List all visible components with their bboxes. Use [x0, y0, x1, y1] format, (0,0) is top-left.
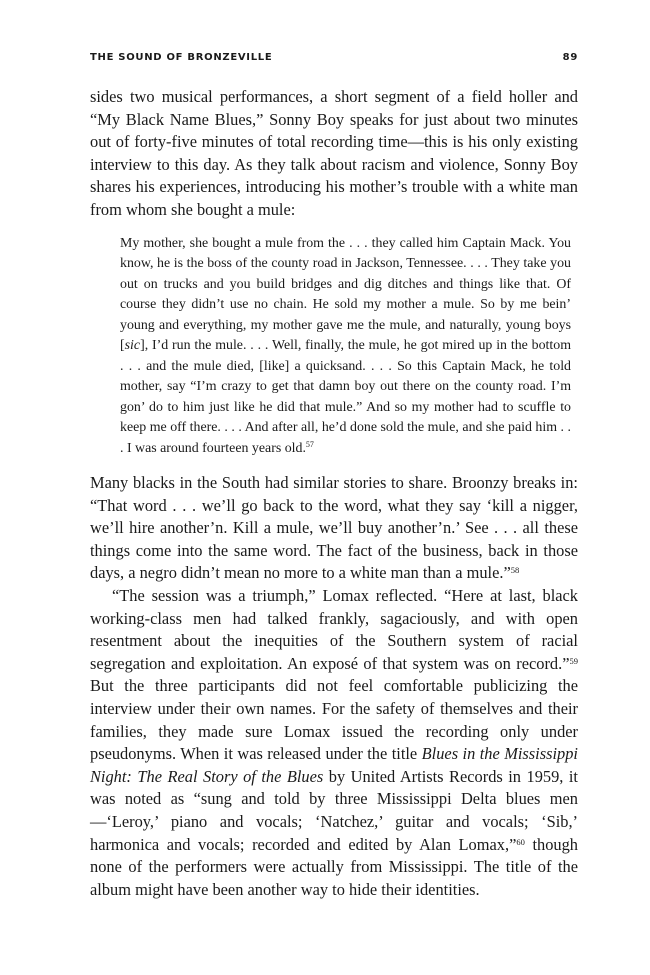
album-title: Blues in the Mississippi Night: The Real Story of the Blues	[90, 744, 578, 786]
page-number: 89	[562, 52, 578, 63]
block-quote	[120, 234, 571, 460]
running-head	[90, 52, 578, 68]
paragraph-1-text: sides two musical performances, a short segment of a field holler and “My Black Name Blues,” Sonny Boy speaks for just about two minutes out of forty-five minutes of total recording time—this is his only existing interview to this day. As they talk about racism and violence, Sonny Boy shares his experiences, introducing his mother’s trouble with a white man from whom she bought a mule:	[90, 87, 578, 219]
paragraph-3-text-d: though none of the performers were actually from Mississippi. The title of the album might have been another way to hide their identities.	[90, 834, 578, 899]
footnote-ref-60[interactable]: 60	[516, 836, 525, 847]
paragraph-1	[90, 86, 578, 222]
footnote-ref-58[interactable]: 58	[510, 565, 520, 576]
running-head-title: THE SOUND OF BRONZEVILLE	[90, 52, 273, 63]
paragraph-3-text-b: But the three participants did not feel comfortable publicizing the interview under their own names. For the safety of themselves and their families, they made sure Lomax issued the recording only under pseudonyms. When it was released under the title	[90, 676, 578, 764]
paragraph-3	[90, 585, 578, 901]
footnote-ref-59[interactable]: 59	[569, 655, 578, 666]
paragraph-3-text-a: “The session was a triumph,” Lomax reflected. “Here at last, black working-class men had talked frankly, sagaciously, and with open resentment about the inequities of the Southern system of racial segregation and exploitation. An exposé of that system was on record.”	[90, 586, 578, 673]
block-quote-text-b: ], I’d run the mule. . . . Well, finally, the mule, he got mired up in the bottom . . . and the mule died, [like] a quicksand. . . . So this Captain Mack, he told mother, say “I’m crazy to get that damn boy out there on the county road. I’m gon’ do to him just like he did that mule.” And so my mother had to scuffle to keep me off there. . . . And after all, he’d done sold the mule, and she paid him . . . I was around fourteen years old.	[120, 338, 571, 456]
paragraph-3-text-c: by United Artists Records in 1959, it was noted as “sung and told by three Mississippi Delta blues men—‘Leroy,’ piano and vocals; ‘Natchez,’ guitar and vocals; ‘Sib,’ harmonica and vocals; recorded and edited by Alan Lomax,”	[90, 766, 578, 854]
book-page	[90, 52, 578, 901]
block-quote-text-a: My mother, she bought a mule from the . . . they called him Captain Mack. You know, he is the boss of the county road in Jackson, Tennessee. . . . They take you out on trucks and you build bridges and dig ditches and things like that. Of course they didn’t use no chain. He sold my mother a mule. So by me bein’ young and everything, my mother gave me the mule, and naturally, young boys [	[120, 235, 571, 354]
footnote-ref-57[interactable]: 57	[305, 439, 314, 449]
paragraph-2	[90, 472, 578, 585]
paragraph-2-text: Many blacks in the South had similar stories to share. Broonzy breaks in: “That word . . . we’ll go back to the word, what they say ‘kill a nigger, we’ll hire another’n. Kill a mule, we’ll buy another’n.’ See . . . all these things come into the same word. The fact of the business, back in those days, a negro didn’t mean no more to a white man than a mule.”	[90, 473, 578, 583]
sic-italic: sic	[124, 338, 141, 354]
